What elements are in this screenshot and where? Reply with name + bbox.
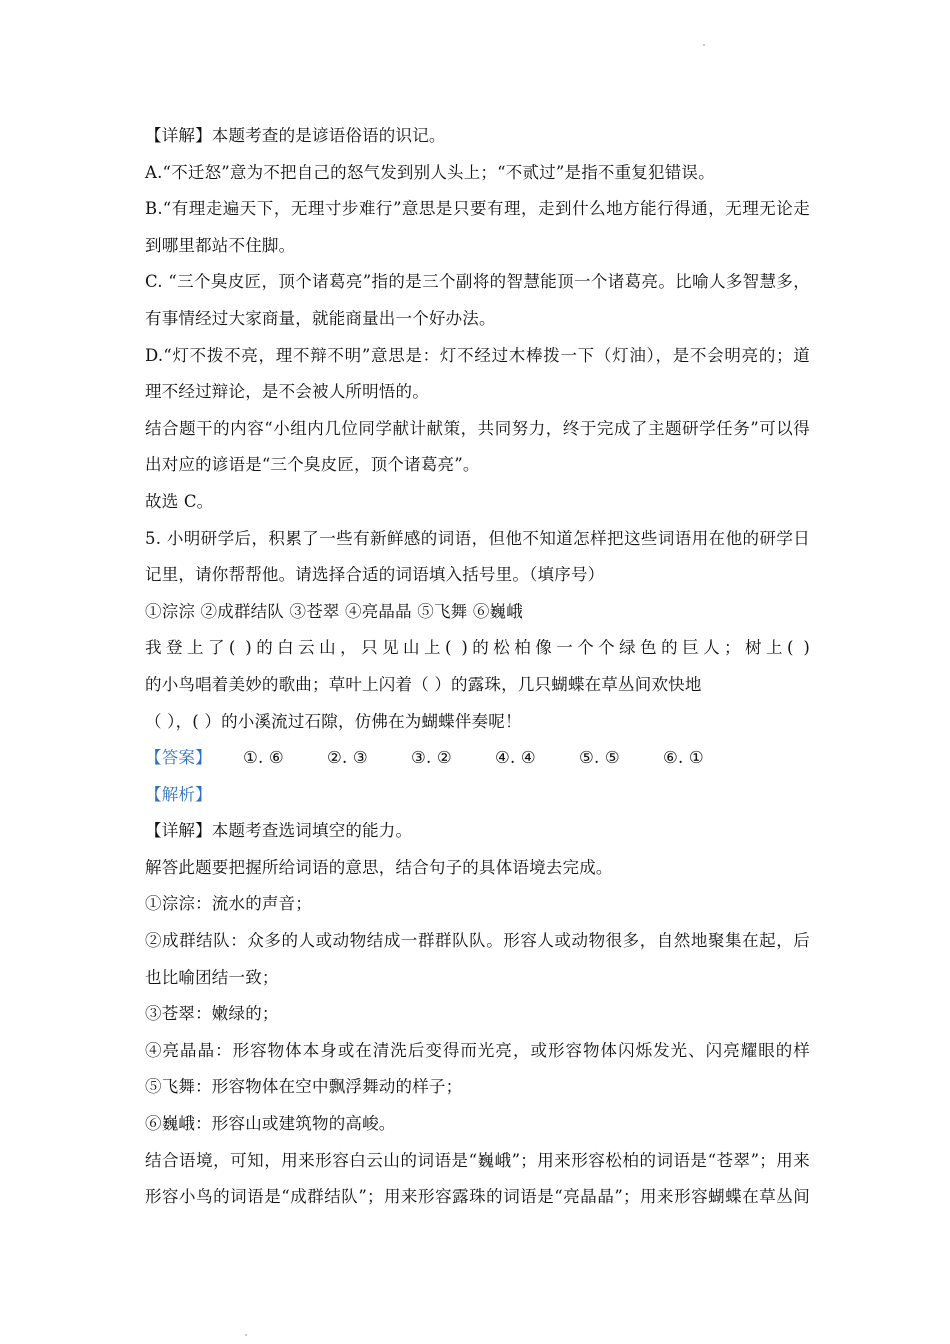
corner-dot-bottom: [245, 1334, 247, 1336]
fill-blank-line: 的小鸟唱着美妙的歌曲；草叶上闪着（ ）的露珠，几只蝴蝶在草丛间欢快地: [145, 674, 702, 694]
text-line: 结合语境，可知，用来形容白云山的词语是“巍峨”；用来形容松柏的词语是“苍翠”；用来: [145, 1150, 810, 1170]
answer-item: ④. ④: [495, 748, 536, 768]
text-line: ①淙淙：流水的声音；: [145, 894, 312, 914]
text-line: A.“不迁怒”意为不把自己的怒气发到别人头上；“不贰过”是指不重复犯错误。: [145, 162, 715, 182]
answer-row: [145, 740, 810, 777]
answer-label: 【答案】: [145, 748, 212, 768]
text-line: 【详解】本题考查选词填空的能力。: [145, 821, 413, 841]
text-line: 也比喻团结一致；: [145, 967, 279, 987]
question-line: 记里，请你帮帮他。请选择合适的词语填入括号里。（填序号）: [145, 565, 605, 585]
text-line: 出对应的谚语是“三个臭皮匠，顶个诸葛亮”。: [145, 455, 480, 475]
text-line: 故选 C。: [145, 491, 214, 511]
text-line: C. “三个臭皮匠，顶个诸葛亮”指的是三个副将的智慧能顶一个诸葛亮。比喻人多智慧多，: [145, 272, 810, 292]
answer-item: ③. ②: [411, 748, 452, 768]
text-line: ⑤飞舞：形容物体在空中飘浮舞动的样子；: [145, 1077, 463, 1097]
text-line: ②成群结队：众多的人或动物结成一群群队队。形容人或动物很多，自然地聚集在起，后: [145, 931, 810, 951]
text-line: 形容小鸟的词语是“成群结队”；用来形容露珠的词语是“亮晶晶”；用来形容蝴蝶在草丛间: [145, 1187, 810, 1207]
question-line: 5. 小明研学后，积累了一些有新鲜感的词语，但他不知道怎样把这些词语用在他的研学日: [145, 528, 810, 548]
text-line: ③苍翠：嫩绿的；: [145, 1004, 279, 1024]
text-line: D.“灯不拨不亮，理不辩不明”意思是：灯不经过木棒拨一下（灯油），是不会明亮的；道: [145, 345, 810, 365]
text-line: 到哪里都站不住脚。: [145, 235, 296, 255]
fill-blank-line: 我登上了( )的白云山，只见山上( )的松柏像一个个绿色的巨人；树上( ): [145, 638, 810, 658]
text-line: B.“有理走遍天下，无理寸步难行”意思是只要有理，走到什么地方能行得通，无理无论走: [145, 199, 810, 219]
page-content: [145, 118, 810, 1216]
text-line: ④亮晶晶：形容物体本身或在清洗后变得而光亮，或形容物体闪烁发光、闪亮耀眼的样: [145, 1040, 810, 1060]
corner-dot-top: [703, 44, 705, 46]
answer-item: ⑤. ⑤: [579, 748, 620, 768]
text-line: 结合题干的内容“小组内几位同学献计献策，共同努力，终于完成了主题研学任务”可以得: [145, 418, 810, 438]
fill-blank-line: （ ），( ）的小溪流过石隙，仿佛在为蝴蝶伴奏呢！: [145, 711, 522, 731]
word-options: ①淙淙 ②成群结队 ③苍翠 ④亮晶晶 ⑤飞舞 ⑥巍峨: [145, 601, 523, 621]
answer-item: ⑥. ①: [663, 748, 704, 768]
text-line: 理不经过辩论，是不会被人所明悟的。: [145, 382, 429, 402]
text-line: ⑥巍峨：形容山或建筑物的高峻。: [145, 1114, 396, 1134]
text-line: 解答此题要把握所给词语的意思，结合句子的具体语境去完成。: [145, 857, 613, 877]
answer-item: ②. ③: [327, 748, 368, 768]
answer-item: ①. ⑥: [243, 748, 284, 768]
analysis-label: 【解析】: [145, 784, 212, 804]
text-line: 有事情经过大家商量，就能商量出一个好办法。: [145, 308, 496, 328]
text-line: 【详解】本题考查的是谚语俗语的识记。: [145, 126, 446, 145]
